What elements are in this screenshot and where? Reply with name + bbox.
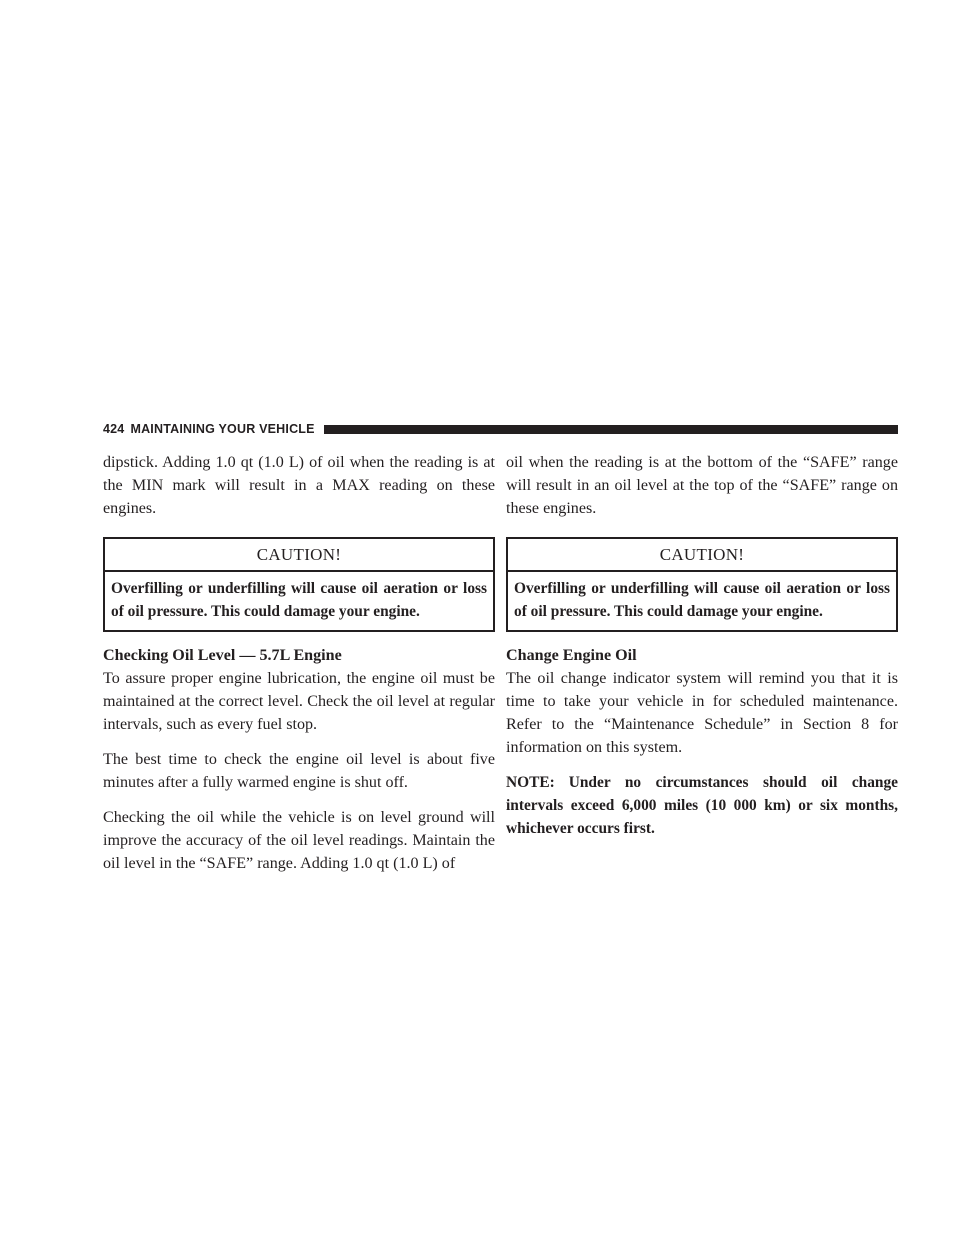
left-caution-box — [103, 537, 495, 632]
note-text: Under no circumstances should oil change intervals exceed 6,000 miles (10 000 km) or six months, whichever occurs first. — [506, 774, 898, 837]
left-paragraph-1: To assure proper engine lubrication, the engine oil must be maintained at the correct level. Check the oil level at regular intervals, such as every fuel stop. — [103, 670, 495, 733]
left-paragraph-2: The best time to check the engine oil level is about five minutes after a fully warmed engine is shut off. — [103, 751, 495, 791]
left-caution-body: Overfilling or underfilling will cause oil aeration or loss of oil pressure. This could damage your engine. — [111, 580, 487, 620]
right-caution-body: Overfilling or underfilling will cause oil aeration or loss of oil pressure. This could damage your engine. — [514, 580, 890, 620]
note-paragraph — [506, 771, 898, 840]
right-column — [506, 451, 898, 852]
checking-oil-heading: Checking Oil Level — 5.7L Engine — [103, 647, 342, 664]
section-title: MAINTAINING YOUR VEHICLE — [130, 422, 315, 436]
left-column — [103, 451, 495, 887]
left-intro-paragraph: dipstick. Adding 1.0 qt (1.0 L) of oil when the reading is at the MIN mark will result in a MAX reading on these engines. — [103, 454, 495, 517]
header-rule — [324, 425, 898, 434]
right-caution-box — [506, 537, 898, 632]
right-paragraph-1: The oil change indicator system will remind you that it is time to take your vehicle in for scheduled maintenance. Refer to the “Maintenance Schedule” in Section 8 for information on this system. — [506, 670, 898, 756]
change-oil-heading: Change Engine Oil — [506, 647, 637, 664]
left-caution-title: CAUTION! — [105, 539, 493, 572]
left-paragraph-3: Checking the oil while the vehicle is on level ground will improve the accuracy of the oil level readings. Maintain the oil level in the “SAFE” range. Adding 1.0 qt (1.0 L) of — [103, 809, 495, 872]
page-header — [103, 420, 898, 438]
right-caution-title: CAUTION! — [508, 539, 896, 572]
page-number: 424 — [103, 422, 125, 436]
note-label: NOTE: — [506, 774, 555, 791]
right-intro-paragraph: oil when the reading is at the bottom of the “SAFE” range will result in an oil level at the top of the “SAFE” range on these engines. — [506, 454, 898, 517]
